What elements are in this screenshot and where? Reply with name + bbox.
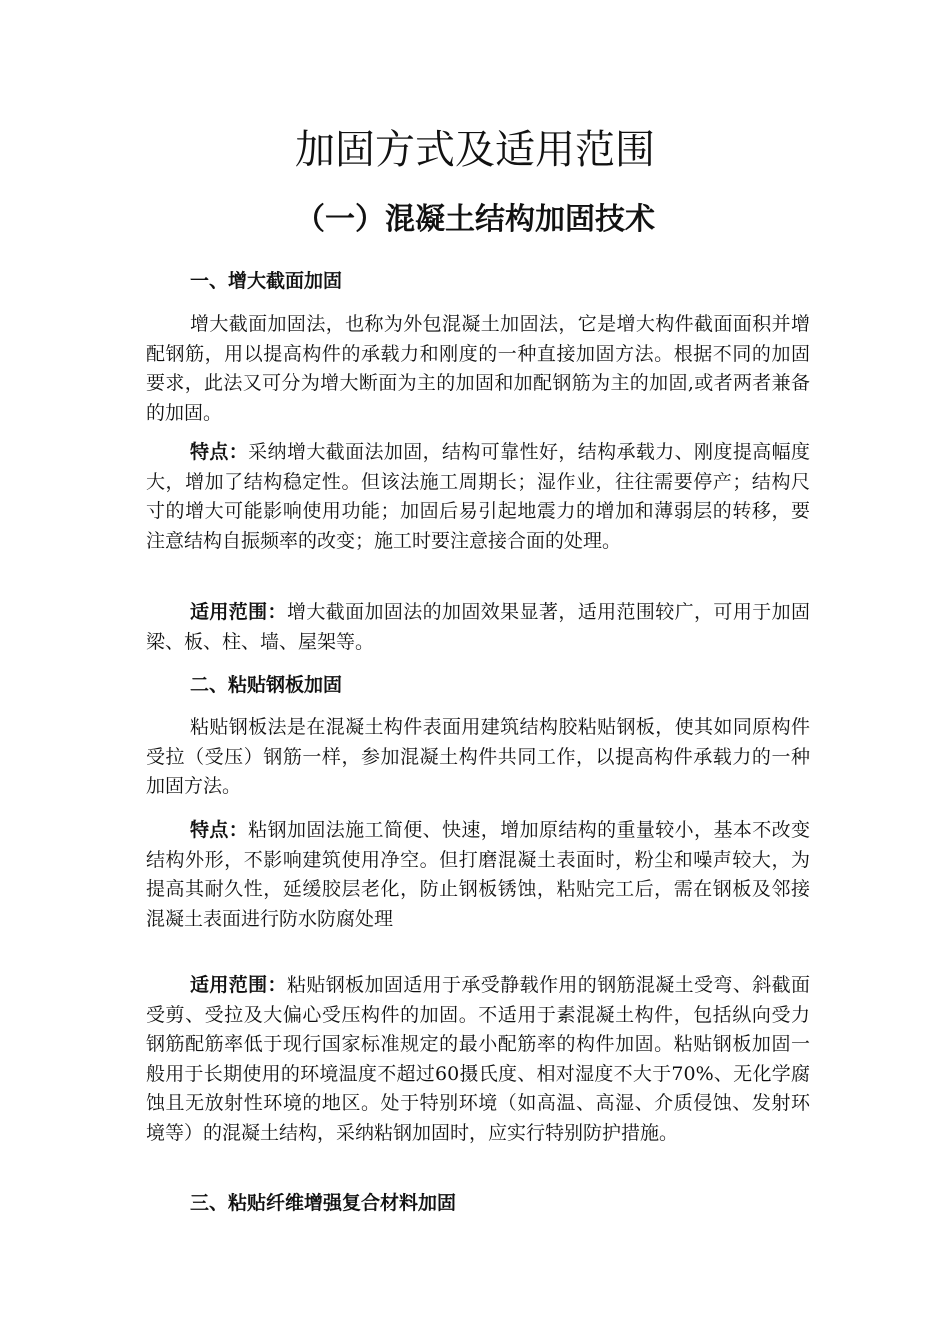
section-1-scope: [146, 598, 810, 657]
scope-label: 适用范围：: [190, 974, 287, 996]
section-2-intro: 粘贴钢板法是在混凝土构件表面用建筑结构胶粘贴钢板，使其如同原构件受拉（受压）钢筋一样，参加混凝土构件共同工作，以提高构件承载力的一种加固方法。: [146, 716, 810, 797]
features-text: 采纳增大截面法加固，结构可靠性好，结构承载力、刚度提高幅度大，增加了结构稳定性。但该法施工周期长；湿作业，往往需要停产；结构尺寸的增大可能影响使用功能；加固后易引起地震力的增加和薄弱层的转移，要注意结构自振频率的改变；施工时要注意接合面的处理。: [146, 441, 810, 552]
section-heading-3: 三、粘贴纤维增强复合材料加固: [190, 1192, 457, 1214]
page-title: 加固方式及适用范围: [295, 127, 655, 173]
features-label: 特点：: [190, 819, 249, 841]
section-1-features: [146, 438, 810, 556]
section-2-features: [146, 816, 810, 934]
features-label: 特点：: [190, 441, 249, 463]
section-heading-1: 一、增大截面加固: [190, 270, 343, 292]
section-heading-2: 二、粘贴钢板加固: [190, 674, 343, 696]
scope-text: 增大截面加固法的加固效果显著，适用范围较广，可用于加固梁、板、柱、墙、屋架等。: [146, 601, 810, 653]
scope-text: 粘贴钢板加固适用于承受静载作用的钢筋混凝土受弯、斜截面受剪、受拉及大偏心受压构件的加固。不适用于素混凝土构件，包括纵向受力钢筋配筋率低于现行国家标准规定的最小配筋率的构件加固。粘贴钢板加固一般用于长期使用的环境温度不超过60摄氏度、相对湿度不大于70%、无化学腐蚀且无放射性环境的地区。处于特别环境（如高温、高湿、介质侵蚀、发射环境等）的混凝土结构，采纳粘钢加固时，应实行特别防护措施。: [146, 974, 810, 1144]
scope-label: 适用范围：: [190, 601, 287, 623]
section-2-scope: [146, 971, 810, 1148]
section-1-intro: 增大截面加固法，也称为外包混凝土加固法，它是增大构件截面面积并增配钢筋，用以提高构件的承载力和刚度的一种直接加固方法。根据不同的加固要求，此法又可分为增大断面为主的加固和加配钢筋为主的加固,或者两者兼备的加固。: [146, 313, 810, 424]
features-text: 粘钢加固法施工简便、快速，增加原结构的重量较小，基本不改变结构外形，不影响建筑使用净空。但打磨混凝土表面时，粉尘和噪声较大，为提高其耐久性，延缓胶层老化，防止钢板锈蚀，粘贴完工后，需在钢板及邻接混凝土表面进行防水防腐处理: [146, 819, 810, 930]
page-subtitle: （一）混凝土结构加固技术: [295, 202, 655, 237]
